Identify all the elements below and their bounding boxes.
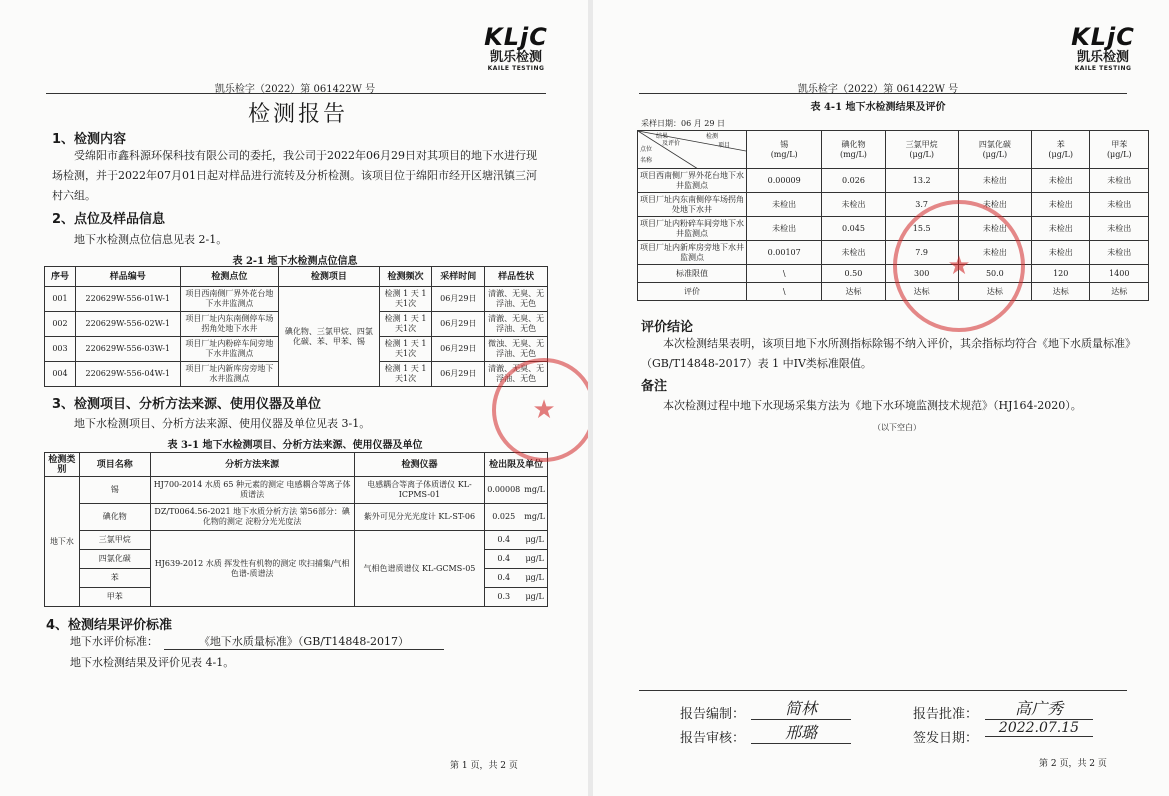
seal-star-icon: ★ [947, 251, 971, 281]
col-unit: (μg/L) [1106, 149, 1132, 159]
issue-date: 2022.07.15 [985, 720, 1093, 737]
company-seal [893, 200, 1025, 332]
t41-val: 1400 [1090, 265, 1149, 283]
t21-desc: 清澈、无臭、无浮油、无色 [485, 312, 548, 337]
t31-limit: 0.00008 [485, 477, 523, 504]
section-2-heading: 2、点位及样品信息 [52, 212, 166, 227]
remark-body: 本次检测过程中地下水现场采集方法为《地下水环境监测技术规范》（HJ164-2020）。 [663, 399, 1082, 412]
t31-instr: 电感耦合等离子体质谱仪 KL-ICPMS-01 [354, 477, 484, 504]
t21-no: 002 [45, 312, 76, 337]
t21-point: 项目厂址内东南侧停车场拐角处地下水井 [180, 312, 279, 337]
diag-label: 及评价 [662, 140, 681, 147]
t41-val: 未检出 [1090, 193, 1149, 217]
t21-desc: 清澈、无臭、无浮油、无色 [485, 287, 548, 312]
table-row [638, 217, 1149, 241]
report-page-2 [593, 0, 1169, 796]
t31-limit: 0.3 [485, 588, 523, 607]
t21-desc: 清澈、无臭、无浮油、无色 [485, 362, 548, 387]
t21-desc: 微浊、无臭、无浮油、无色 [485, 337, 548, 362]
col-unit: (mg/L) [770, 149, 798, 159]
t31-unit: μg/L [522, 569, 547, 588]
t41-col [1031, 131, 1090, 169]
t31-method: HJ700-2014 水质 65 种元素的测定 电感耦合等离子体质谱法 [150, 477, 354, 504]
table-row [45, 477, 548, 504]
t21-point: 项目西南侧厂界外花台地下水井监测点 [180, 287, 279, 312]
t41-val: 0.50 [822, 265, 885, 283]
t31-instr-voc: 气相色谱质谱仪 KL-GCMS-05 [354, 531, 484, 607]
table-4-1-caption: 表 4-1 地下水检测结果及评价 [810, 102, 946, 113]
report-number: 凯乐检字（2022）第 061422W 号 [214, 84, 376, 95]
t41-val: 50.0 [958, 265, 1031, 283]
t21-date: 06月29日 [432, 312, 485, 337]
t21-h-date: 采样时间 [432, 267, 485, 287]
t41-point: 评价 [638, 283, 747, 301]
col-name: 锡 [780, 139, 789, 149]
t41-val: 达标 [1031, 283, 1090, 301]
t31-limit: 0.4 [485, 569, 523, 588]
t41-val: 0.045 [822, 217, 885, 241]
section-3-line: 地下水检测项目、分析方法来源、使用仪器及单位见表 3-1。 [74, 417, 371, 430]
diag-label: 检测 [706, 133, 719, 140]
col-name: 三氯甲烷 [905, 139, 938, 149]
signature-rule [639, 690, 1127, 691]
t21-date: 06月29日 [432, 362, 485, 387]
col-unit: (μg/L) [982, 149, 1008, 159]
t41-val: 0.00009 [747, 169, 822, 193]
header-rule [639, 93, 1127, 94]
t21-h-items: 检测项目 [279, 267, 380, 287]
t31-item: 碘化物 [79, 504, 150, 531]
logo-mark: KLjC [484, 23, 548, 51]
t41-val: 13.2 [885, 169, 958, 193]
logo-cn: 凯乐检测 [1076, 50, 1129, 65]
approved-label: 报告批准： [913, 707, 979, 722]
t41-val: 0.00107 [747, 241, 822, 265]
t41-val: 未检出 [1031, 169, 1090, 193]
t41-val: 未检出 [1031, 241, 1090, 265]
col-name: 苯 [1056, 139, 1065, 149]
t41-val: 15.5 [885, 217, 958, 241]
t21-id: 220629W-556-04W-1 [75, 362, 180, 387]
section-2-line: 地下水检测点位信息见表 2-1。 [74, 233, 228, 246]
diag-label: 名称 [640, 157, 653, 164]
table-2-1 [44, 266, 548, 387]
t21-point: 项目厂址内粉碎车间旁地下水井监测点 [180, 337, 279, 362]
table-row [45, 287, 548, 312]
t31-limit: 0.4 [485, 550, 523, 569]
t21-items: 碘化物、三氯甲烷、四氯化碳、苯、甲苯、锡 [279, 287, 380, 387]
company-logo [1063, 24, 1143, 72]
t41-col [822, 131, 885, 169]
reviewed-signature: 邢璐 [751, 720, 851, 744]
t21-h-no: 序号 [45, 267, 76, 287]
t41-col [747, 131, 822, 169]
t41-col [885, 131, 958, 169]
t31-h-cat: 检测类别 [45, 453, 80, 477]
t41-val: 7.9 [885, 241, 958, 265]
t21-date: 06月29日 [432, 337, 485, 362]
conclusion-heading: 评价结论 [641, 320, 694, 335]
t31-unit: mg/L [522, 504, 547, 531]
t41-val: 未检出 [1090, 169, 1149, 193]
t21-h-id: 样品编号 [75, 267, 180, 287]
t21-freq: 检测 1 天 1天1次 [379, 287, 432, 312]
t41-val: 未检出 [1090, 241, 1149, 265]
blank-note: （以下空白） [873, 423, 921, 432]
col-unit: (μg/L) [1048, 149, 1073, 159]
sample-date: 采样日期：06 月 29 日 [641, 119, 725, 128]
t31-h-method: 分析方法来源 [150, 453, 354, 477]
page-title: 检测报告 [248, 102, 349, 127]
t21-no: 001 [45, 287, 76, 312]
t41-val: 未检出 [1090, 217, 1149, 241]
t21-no: 004 [45, 362, 76, 387]
t31-unit: mg/L [522, 477, 547, 504]
t41-point: 标准限值 [638, 265, 747, 283]
conclusion-body: 本次检测结果表明，该项目地下水所测指标除锡不纳入评价，其余指标均符合《地下水质量标准》（GB/T14848-2017）表 1 中IV类标准限值。 [641, 337, 1136, 370]
t31-unit: μg/L [522, 588, 547, 607]
col-unit: (mg/L) [839, 149, 867, 159]
t31-h-item: 项目名称 [79, 453, 150, 477]
t21-h-point: 检测点位 [180, 267, 279, 287]
t41-val: 0.026 [822, 169, 885, 193]
t41-val: 达标 [822, 283, 885, 301]
t21-point: 项目厂址内新库房旁地下水井监测点 [180, 362, 279, 387]
t31-item: 四氯化碳 [79, 550, 150, 569]
diag-label: 结果 [656, 133, 669, 140]
t41-val: 3.7 [885, 193, 958, 217]
t41-val: 未检出 [958, 217, 1031, 241]
company-seal [492, 358, 588, 462]
page-1-footer: 第 1 页，共 2 页 [450, 761, 518, 771]
t21-h-freq: 检测频次 [379, 267, 432, 287]
t31-h-instr: 检测仪器 [354, 453, 484, 477]
table-row [45, 531, 548, 550]
t31-unit: μg/L [522, 531, 547, 550]
t31-item: 苯 [79, 569, 150, 588]
table-row [638, 169, 1149, 193]
section-1-body: 受绵阳市鑫科源环保科技有限公司的委托，我公司于2022年06月29日对其项目的地下水进行现场检测，并于2022年07月01日起对样品进行流转及分析检测。该项目位于绵阳市经开区塘汛镇三河村六组。 [52, 149, 537, 202]
remark-heading: 备注 [641, 379, 668, 394]
section-4-heading: 4、检测结果评价标准 [46, 618, 173, 633]
t31-method: DZ/T0064.56-2021 地下水质分析方法 第56部分：碘化物的测定 淀粉分光光度法 [150, 504, 354, 531]
table-3-1 [44, 452, 548, 607]
t41-val: 未检出 [958, 241, 1031, 265]
t41-corner [638, 131, 747, 169]
t41-point: 项目西南侧厂界外花台地下水井监测点 [638, 169, 747, 193]
col-name: 碘化物 [841, 139, 866, 149]
t41-point: 项目厂址内东南侧停车场拐角处地下水井 [638, 193, 747, 217]
t31-unit: μg/L [522, 550, 547, 569]
t31-item: 锡 [79, 477, 150, 504]
t41-val: 达标 [958, 283, 1031, 301]
t31-limit: 0.4 [485, 531, 523, 550]
t41-col [1090, 131, 1149, 169]
t41-val: \ [747, 283, 822, 301]
section-4-line: 地下水检测结果及评价见表 4-1。 [70, 656, 235, 669]
table-2-1-caption: 表 2-1 地下水检测点位信息 [232, 256, 358, 267]
t21-no: 003 [45, 337, 76, 362]
t31-item: 三氯甲烷 [79, 531, 150, 550]
table-row [638, 283, 1149, 301]
t41-point: 项目厂址内新库房旁地下水井监测点 [638, 241, 747, 265]
t21-id: 220629W-556-02W-1 [75, 312, 180, 337]
t41-val: 达标 [885, 283, 958, 301]
t41-val: 未检出 [958, 193, 1031, 217]
t41-val: 未检出 [822, 193, 885, 217]
t21-h-desc: 样品性状 [485, 267, 548, 287]
t21-date: 06月29日 [432, 287, 485, 312]
header-rule [46, 93, 546, 94]
t31-category: 地下水 [45, 477, 80, 607]
logo-mark: KLjC [1071, 23, 1135, 51]
section-1-heading: 1、检测内容 [52, 132, 127, 147]
table-row [45, 504, 548, 531]
logo-en: KAILE TESTING [487, 65, 545, 72]
t41-val: 未检出 [747, 217, 822, 241]
t41-val: 未检出 [1031, 193, 1090, 217]
t41-val: 未检出 [1031, 217, 1090, 241]
t31-limit: 0.025 [485, 504, 523, 531]
t21-freq: 检测 1 天 1天1次 [379, 337, 432, 362]
t31-instr: 紫外可见分光光度计 KL-ST-06 [354, 504, 484, 531]
seal-star-icon: ★ [532, 395, 556, 425]
t41-val: 未检出 [747, 193, 822, 217]
t41-val: 未检出 [822, 241, 885, 265]
section-4-std-label: 地下水评价标准： [70, 635, 158, 648]
section-4-std-value: 《地下水质量标准》（GB/T14848-2017） [164, 633, 444, 650]
col-name: 四氯化碳 [978, 139, 1011, 149]
col-unit: (μg/L) [909, 149, 934, 159]
logo-cn: 凯乐检测 [489, 50, 542, 65]
t41-point: 项目厂址内粉碎车间旁地下水井监测点 [638, 217, 747, 241]
date-label: 签发日期： [913, 731, 979, 746]
t41-val: 120 [1031, 265, 1090, 283]
company-logo [476, 24, 556, 72]
t21-freq: 检测 1 天 1天1次 [379, 362, 432, 387]
compiled-signature: 简林 [751, 696, 851, 720]
diag-label: 项目 [718, 142, 731, 149]
t41-col [958, 131, 1031, 169]
compiled-label: 报告编制： [680, 707, 746, 722]
t31-h-limit: 检出限及单位 [485, 453, 548, 477]
t21-freq: 检测 1 天 1天1次 [379, 312, 432, 337]
report-number: 凯乐检字（2022）第 061422W 号 [797, 84, 959, 95]
logo-en: KAILE TESTING [1074, 65, 1132, 72]
table-3-1-caption: 表 3-1 地下水检测项目、分析方法来源、使用仪器及单位 [167, 440, 423, 451]
t41-val: 达标 [1090, 283, 1149, 301]
t41-val: \ [747, 265, 822, 283]
t31-method-voc: HJ639-2012 水质 挥发性有机物的测定 吹扫捕集/气相色谱-质谱法 [150, 531, 354, 607]
t41-val: 300 [885, 265, 958, 283]
t21-id: 220629W-556-01W-1 [75, 287, 180, 312]
t41-val: 未检出 [958, 169, 1031, 193]
t21-id: 220629W-556-03W-1 [75, 337, 180, 362]
reviewed-label: 报告审核： [680, 731, 746, 746]
table-row [638, 193, 1149, 217]
section-3-heading: 3、检测项目、分析方法来源、使用仪器及单位 [52, 397, 322, 412]
approved-signature: 高广秀 [985, 696, 1093, 720]
page-2-footer: 第 2 页，共 2 页 [1039, 759, 1107, 769]
t31-item: 甲苯 [79, 588, 150, 607]
diag-label: 点位 [640, 146, 653, 153]
col-name: 甲苯 [1111, 139, 1128, 149]
